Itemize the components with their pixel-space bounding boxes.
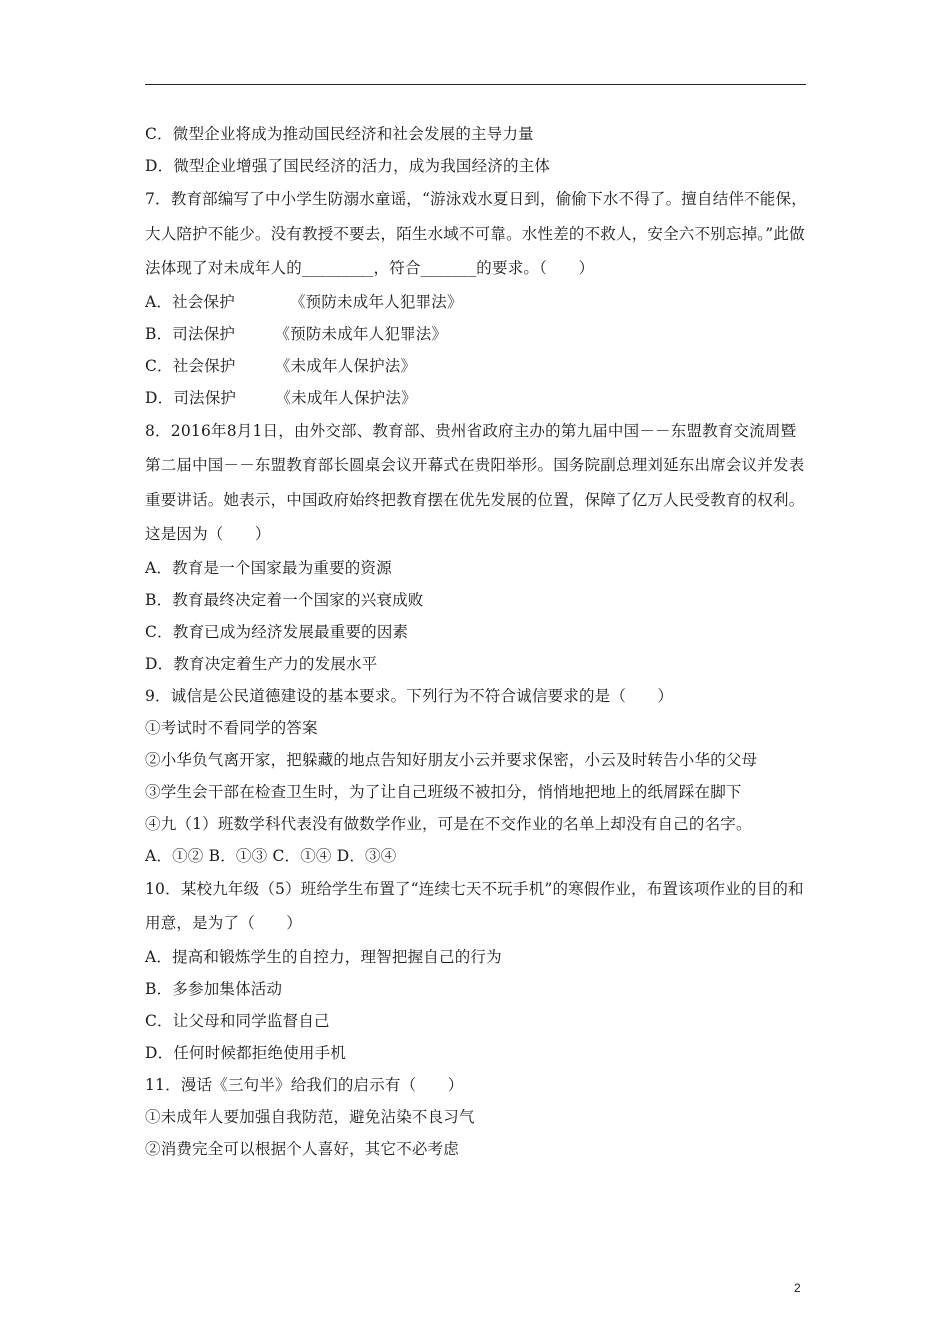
statement-4-q9: ④九（1）班数学科代表没有做数学作业，可是在不交作业的名单上却没有自己的名字。 — [145, 814, 752, 833]
statement-1-q11: ①未成年人要加强自我防范，避免沾染不良习气 — [145, 1107, 475, 1126]
option-c-q7: C．社会保护 《未成年人保护法》 — [145, 356, 417, 375]
option-d-q8: D．教育决定着生产力的发展水平 — [145, 654, 378, 673]
option-b-q8: B．教育最终决定着一个国家的兴衰成败 — [145, 590, 424, 609]
document-body — [145, 118, 810, 1165]
header-rule — [145, 84, 806, 85]
option-d-q6: D．微型企业增强了国民经济的活力，成为我国经济的主体 — [145, 157, 551, 175]
option-a-q7: A．社会保护 《预防未成年人犯罪法》 — [145, 292, 463, 311]
option-b-q10: B．多参加集体活动 — [145, 979, 283, 998]
statement-3-q9: ③学生会干部在检查卫生时，为了让自己班级不被扣分，悄悄地把地上的纸屑踩在脚下 — [145, 782, 742, 801]
question-9: 9．诚信是公民道德建设的基本要求。下列行为不符合诚信要求的是（ ） — [145, 686, 674, 705]
statement-2-q9: ②小华负气离开家，把躲藏的地点告知好朋友小云并要求保密，小云及时转告小华的父母 — [145, 750, 758, 769]
option-c-q10: C．让父母和同学监督自己 — [145, 1011, 330, 1030]
statement-2-q11: ②消费完全可以根据个人喜好，其它不必考虑 — [145, 1139, 460, 1158]
statement-1-q9: ①考试时不看同学的答案 — [145, 718, 318, 737]
question-11: 11．漫话《三句半》给我们的启示有（ ） — [145, 1075, 464, 1094]
option-a-q10: A．提高和锻炼学生的自控力，理智把握自己的行为 — [145, 947, 502, 966]
option-c-q8: C．教育已成为经济发展最重要的因素 — [145, 622, 409, 641]
question-7: 7．教育部编写了中小学生防溺水童谣，“游泳戏水夏日到，偷偷下水不得了。擅自结伴不能保，大人陪护不能少。没有教授不要去，陌生水域不可靠。水性差的不救人，安全六不别忘掉。”此做法体现了对未成年人的_________，符合_______的要求。（ ） — [145, 190, 807, 277]
option-d-q7: D．司法保护 《未成年人保护法》 — [145, 388, 417, 407]
question-10: 10．某校九年级（5）班给学生布置了“连续七天不玩手机”的寒假作业，布置该项作业的目的和用意，是为了（ ） — [145, 879, 804, 932]
options-q9: A．①② B．①③ C．①④ D．③④ — [145, 846, 397, 865]
page-number: 2 — [794, 1281, 801, 1295]
option-b-q7: B．司法保护 《预防未成年人犯罪法》 — [145, 324, 448, 343]
option-c-q6: C．微型企业将成为推动国民经济和社会发展的主导力量 — [145, 125, 534, 143]
option-d-q10: D．任何时候都拒绝使用手机 — [145, 1043, 347, 1062]
option-a-q8: A．教育是一个国家最为重要的资源 — [145, 558, 392, 577]
question-8: 8．2016年8月1日，由外交部、教育部、贵州省政府主办的第九届中国－－东盟教育交流周暨第二届中国－－东盟教育部长圆桌会议开幕式在贵阳举形。国务院副总理刘延东出席会议并发表重要讲话。她表示，中国政府始终把教育摆在优先发展的位置，保障了亿万人民受教育的权利。这是因为（ ） — [145, 421, 805, 543]
